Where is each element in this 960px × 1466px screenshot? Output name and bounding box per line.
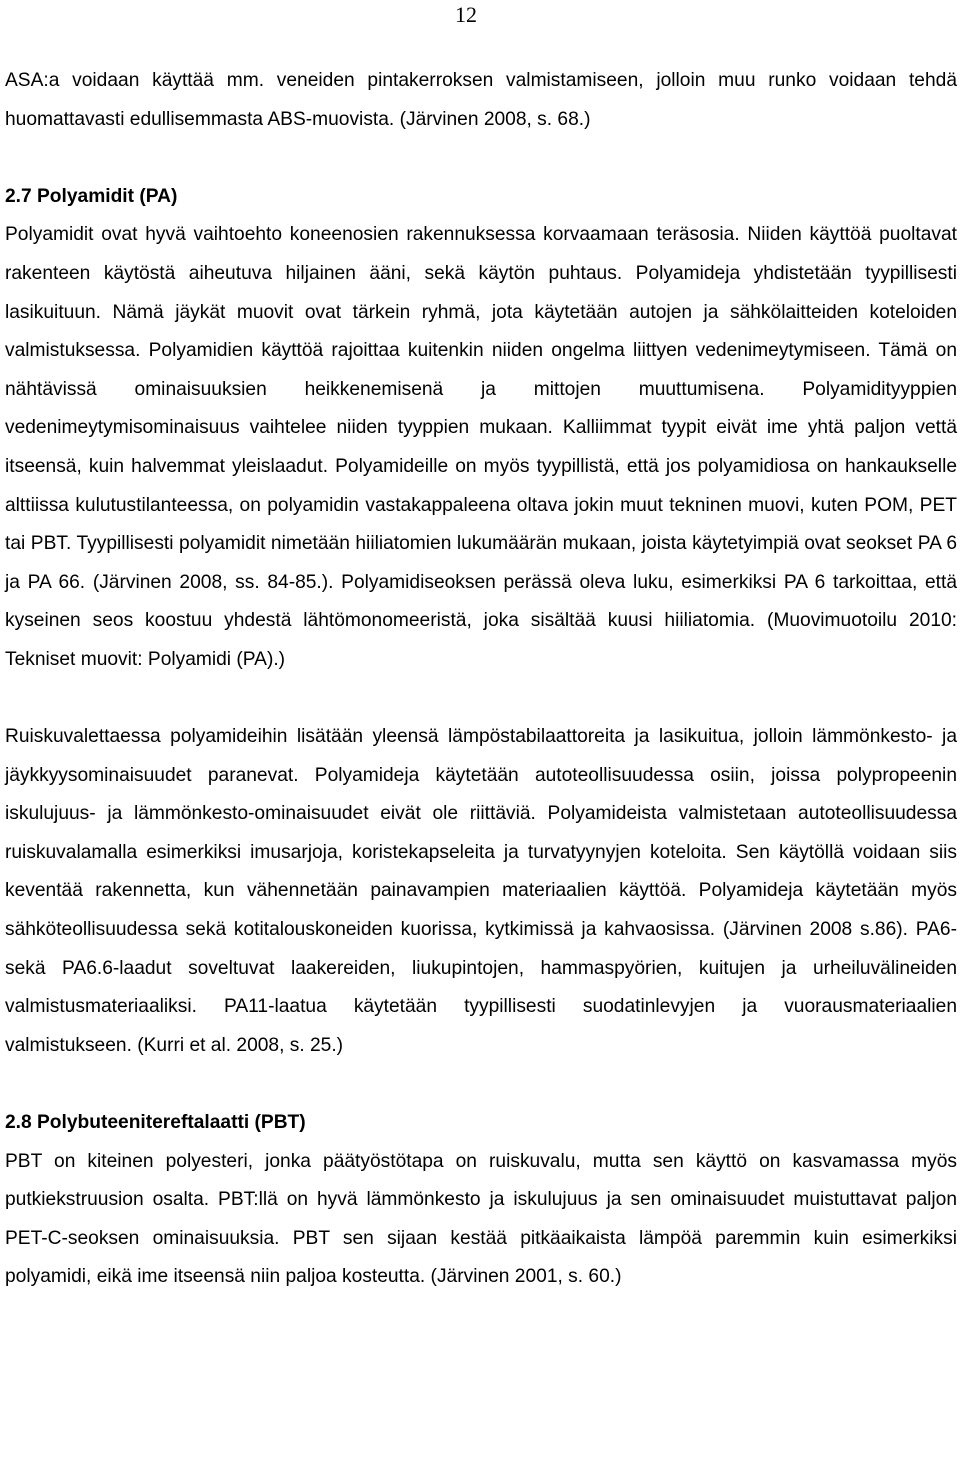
spacer [5,1065,957,1104]
section-pbt [5,1104,957,1297]
spacer [5,680,957,719]
section-heading-pbt: 2.8 Polybuteenitereftalaatti (PBT) [5,1112,306,1134]
page-number: 12 [455,2,477,27]
pa-paragraph-2: Ruiskuvalettaessa polyamideihin lisätään yleensä lämpöstabilaattoreita ja lasikuitua, jolloin lämmönkesto- ja jäykkyysominaisuudet paranevat. Polyamideja käytetään autoteollisuudessa osiin, joissa polypropeenin iskulujuus- ja lämmönkesto-ominaisuudet eivät ole riittäviä. Polyamideista valmistetaan autoteollisuudessa ruiskuvalamalla esimerkiksi imusarjoja, koristekapseleita ja turvatyynyjen koteloita. Sen käytöllä voidaan siis keventää rakennetta, kun vähennetään painavampien materiaalien käyttöä. Polyamideja käytetään myös sähköteollisuudessa sekä kotitalouskoneiden kuorissa, kytkimissä ja kahvaosissa. (Järvinen 2008 s.86). PA6- sekä PA6.6-laadut soveltuvat laakereiden, liukupintojen, hammaspyörien, kuitujen ja urheiluvälineiden valmistusmateriaaliksi. PA11-laatua käytetään tyypillisesti suodatinlevyjen ja vuorausmateriaalien valmistukseen. (Kurri et al. 2008, s. 25.) [5,726,957,1056]
intro-paragraph: ASA:a voidaan käyttää mm. veneiden pintakerroksen valmistamiseen, jolloin muu runko voidaan tehdä huomattavasti edullisemmasta ABS-muovista. (Järvinen 2008, s. 68.) [5,70,957,130]
pa-paragraph-1: Polyamidit ovat hyvä vaihtoehto koneenosien rakennuksessa korvaamaan teräsosia. Niiden käyttöä puoltavat rakenteen käytöstä aiheutuva hiljainen ääni, sekä käytön puhtaus. Polyamideja yhdistetään tyypillisesti lasikuituun. Nämä jäykät muovit ovat tärkein ryhmä, jota käytetään autojen ja sähkölaitteiden koteloiden valmistuksessa. Polyamidien käyttöä rajoittaa kuitenkin niiden ongelma liittyen vedenimeytymiseen. Tämä on nähtävissä ominaisuuksien heikkenemisenä ja mittojen muuttumisena. Polyamidityyppien vedenimeytymisominaisuus vaihtelee niiden tyyppien mukaan. Kalliimmat tyypit eivät ime yhtä paljon vettä itseensä, kuin halvemmat yleislaadut. Polyamideille on myös tyypillistä, että jos polyamidiosa on hankaukselle alttiissa kulutustilanteessa, on polyamidin vastakappaleena oltava jokin muut tekninen muovi, kuten POM, PET tai PBT. Tyypillisesti polyamidit nimetään hiiliatomien lukumäärän mukaan, joista käytetyimpiä ovat seokset PA 6 ja PA 66. (Järvinen 2008, ss. 84-85.). Polyamidiseoksen perässä oleva luku, esimerkiksi PA 6 tarkoittaa, että kyseinen seos koostuu yhdestä lähtömonomeeristä, joka sisältää kuusi hiiliatomia. (Muovimuotoilu 2010: Tekniset muovit: Polyamidi (PA).) [5,224,957,670]
section-heading-pa: 2.7 Polyamidit (PA) [5,185,178,207]
document-body [5,62,957,1297]
spacer [5,139,957,178]
section-polyamidit [5,178,957,1066]
pbt-paragraph-1: PBT on kiteinen polyesteri, jonka päätyöstötapa on ruiskuvalu, mutta sen käyttö on kasvamassa myös putkiekstruusion osalta. PBT:llä on hyvä lämmönkesto ja iskulujuus ja sen ominaisuudet muistuttavat paljon PET-C-seoksen ominaisuuksia. PBT sen sijaan kestää pitkäaikaista lämpöä paremmin kuin esimerkiksi polyamidi, eikä ime itseensä niin paljoa kosteutta. (Järvinen 2001, s. 60.) [5,1150,957,1288]
